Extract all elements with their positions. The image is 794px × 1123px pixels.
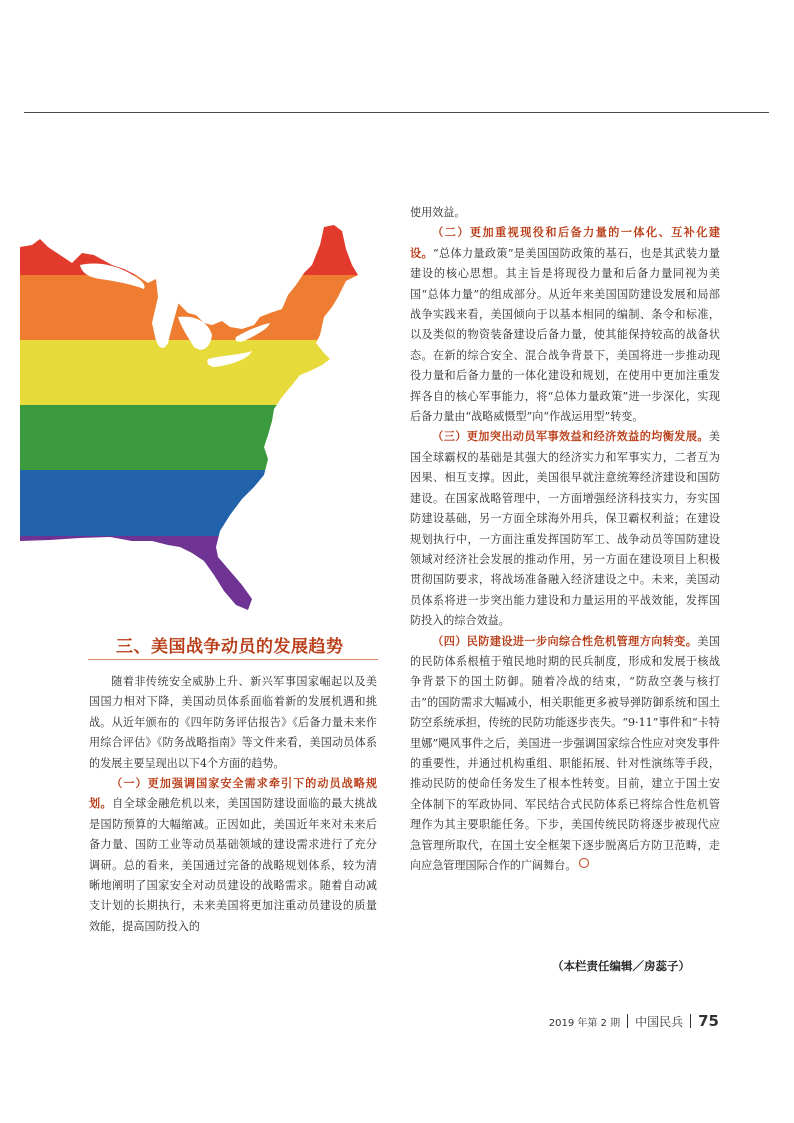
header-rule [24, 112, 769, 113]
paragraph-trend-3 [410, 427, 720, 631]
footer-divider [627, 1014, 628, 1028]
intro-paragraph: 随着非传统安全威胁上升、新兴军事国家崛起以及美国国力相对下降，美国动员体系面临着新的发展机遇和挑战。从近年颁布的《四年防务评估报告》《后备力量未来作用综合评估》《防务战略指南》等文件来看，美国动员体系的发展主要呈现出以下4个方面的趋势。 [89, 675, 377, 770]
footer-divider [690, 1014, 691, 1028]
section-title: 三、美国战争动员的发展趋势 [116, 637, 344, 657]
body-trend-2: “总体力量政策”是美国国防政策的基石，也是其武装力量建设的核心思想。其主旨是将现役力量和后备力量同视为美国“总体力量”的组成部分。从近年来美国国防建设发展和局部战争实践来看，美国倾向于以基本相同的编制、条令和标准，以及类似的物资装备建设后备力量，使其能保持较高的战备状态。在新的综合安全、混合战争背景下，美国将进一步推动现役力量和后备力量的一体化建设和规划，在使用中更加注重发挥各自的核心军事能力，将“总体力量政策”进一步深化，实现后备力量由“战略威慑型”向“作战运用型”转变。 [410, 246, 720, 424]
page-number: 75 [698, 1012, 719, 1030]
body-trend-1: 自全球金融危机以来，美国国防建设面临的最大挑战是国防预算的大幅缩减。正因如此，美国近年来对未来后备力量、国防工业等动员基础领域的建设需求进行了充分调研。总的看来，美国通过完备的战略规划体系，较为清晰地阐明了国家安全对动员建设的战略需求。随着自动减支计划的长期执行，未来美国将更加注重动员建设的质量效能，提高国防投入的 [89, 797, 377, 933]
subheading-trend-2: （二）更加重视现役和后备力量的一体化、互补化建设。 [410, 226, 720, 260]
issue-label: 2019 年第 2 期 [548, 1017, 621, 1029]
paragraph-trend-2 [410, 223, 720, 427]
rainbow-us-map-icon [20, 225, 360, 610]
magazine-name: 中国民兵 [635, 1014, 684, 1029]
left-column [89, 672, 377, 937]
editor-credit: （本栏责任编辑／房蕊子） [552, 959, 690, 973]
section-title-underline [88, 659, 378, 660]
continued-text: 使用效益。 [410, 206, 466, 219]
end-mark-icon [579, 858, 589, 868]
subheading-trend-3: （三）更加突出动员军事效益和经济效益的均衡发展。 [432, 430, 709, 444]
body-trend-3: 美国全球霸权的基础是其强大的经济实力和军事实力，二者互为因果、相互支撑。因此，美国很早就注意统筹经济建设和国防建设。在国家战略管理中，一方面增强经济科技实力，夯实国防建设基础，另一方面全球海外用兵，保卫霸权利益；在建设规划执行中，一方面注重发挥国防军工、战争动员等国防建设领域对经济社会发展的推动作用，另一方面在建设项目上积极贯彻国防要求，将战场准备融入经济建设之中。未来，美国动员体系将进一步突出能力建设和力量运用的平战效能，发挥国防投入的综合效益。 [410, 430, 720, 628]
body-trend-4: 美国的民防体系根植于殖民地时期的民兵制度，形成和发展于核战争背景下的国土防御。随着冷战的结束，“防敌空袭与核打击”的国防需求大幅减小，相关职能更多被导弹防御系统和国土防空系统承担，传统的民防功能逐步丧失。“9·11”事件和“卡特里娜”飓风事件之后，美国进一步强调国家综合性应对突发事件的重要性，并通过机构重组、职能拓展、针对性演练等手段，推动民防的使命任务发生了根本性转变。目前，建立于国土安全体制下的军政协同、军民结合式民防体系已将综合性危机管理作为其主要职能任务。下步，美国传统民防将逐步被现代应急管理所取代，在国土安全框架下逐步脱离后方防卫范畴，走向应急管理国际合作的广阔舞台。 [410, 634, 720, 872]
subheading-trend-4: （四）民防建设进一步向综合性危机管理方向转变。 [432, 634, 698, 648]
paragraph-trend-1 [89, 774, 377, 937]
paragraph-trend-4 [410, 632, 720, 877]
right-column [410, 203, 720, 876]
page-footer [549, 1012, 719, 1030]
subheading-trend-1: （一）更加强调国家安全需求牵引下的动员战略规划。 [89, 777, 377, 811]
